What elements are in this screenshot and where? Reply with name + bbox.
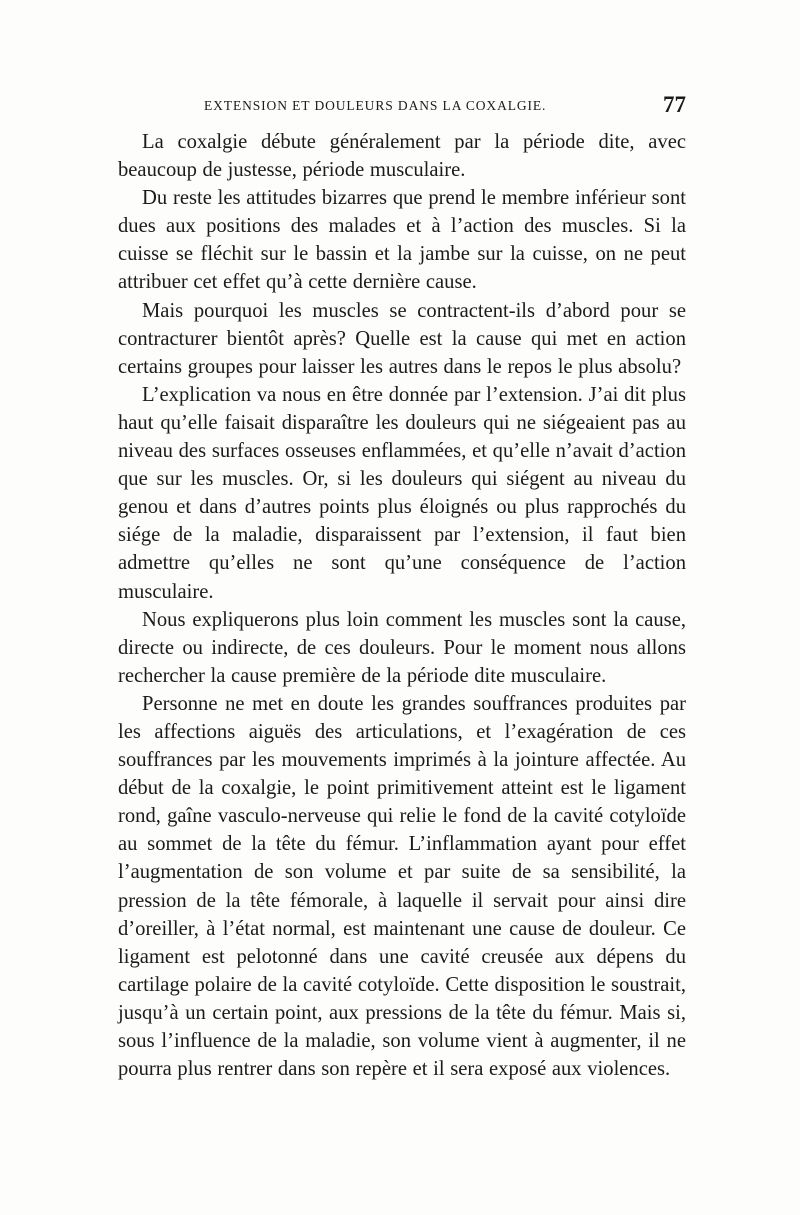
paragraph-1: La coxalgie débute généralement par la période dite, avec beaucoup de justesse, période musculaire. (118, 131, 686, 182)
running-head (118, 94, 686, 118)
paragraph-2: Du reste les attitudes bizarres que prend le membre inférieur sont dues aux positions des malades et à l’action des muscles. Si la cuisse se fléchit sur le bassin et la jambe sur la cuisse, on ne peut attribuer cet effet qu’à cette dernière cause. (118, 187, 686, 294)
paragraph-6: Personne ne met en doute les grandes souffrances produites par les affections aiguës des articulations, et l’exagération de ces souffrances par les mouvements imprimés à la jointure affectée. Au début de la coxalgie, le point primitivement atteint est le ligament rond, gaîne vasculo-nerveuse qui relie le fond de la cavité cotyloïde au sommet de la tête du fémur. L’inflammation ayant pour effet l’augmentation de son volume et par suite de sa sensibilité, la pression de la tête fémorale, à laquelle il servait pour ainsi dire d’oreiller, à l’état normal, est maintenant une cause de douleur. Ce ligament est pelotonné dans une cavité creusée aux dépens du cartilage polaire de la cavité cotyloïde. Cette disposition le soustrait, jusqu’à un certain point, aux pressions de la tête du fémur. Mais si, sous l’influence de la maladie, son volume vient à augmenter, il ne pourra plus rentrer dans son repère et il sera exposé aux violences. (118, 692, 686, 1081)
paragraph-4: L’explication va nous en être donnée par l’extension. J’ai dit plus haut qu’elle faisait disparaître les douleurs qui ne siégeaient pas au niveau des surfaces osseuses enflammées, et qu’elle n’avait d’action que sur les muscles. Or, si les douleurs qui siégent au niveau du genou et dans d’autres points plus éloignés ou plus rapprochés du siége de la maladie, disparaissent par l’extension, il faut bien admettre qu’elles ne sont qu’une conséquence de l’action musculaire. (118, 383, 686, 603)
paragraph-3: Mais pourquoi les muscles se contractent-ils d’abord pour se contracturer bientôt après? Quelle est la cause qui met en action certains groupes pour laisser les autres dans le repos le plus absolu? (118, 299, 686, 378)
page-number: 77 (663, 92, 686, 117)
paragraph-5: Nous expliquerons plus loin comment les muscles sont la cause, directe ou indirecte, de ces douleurs. Pour le moment nous allons rechercher la cause première de la période dite musculaire. (118, 608, 686, 687)
body-text (118, 128, 686, 1083)
running-title: EXTENSION ET DOULEURS DANS LA COXALGIE. (204, 98, 547, 113)
